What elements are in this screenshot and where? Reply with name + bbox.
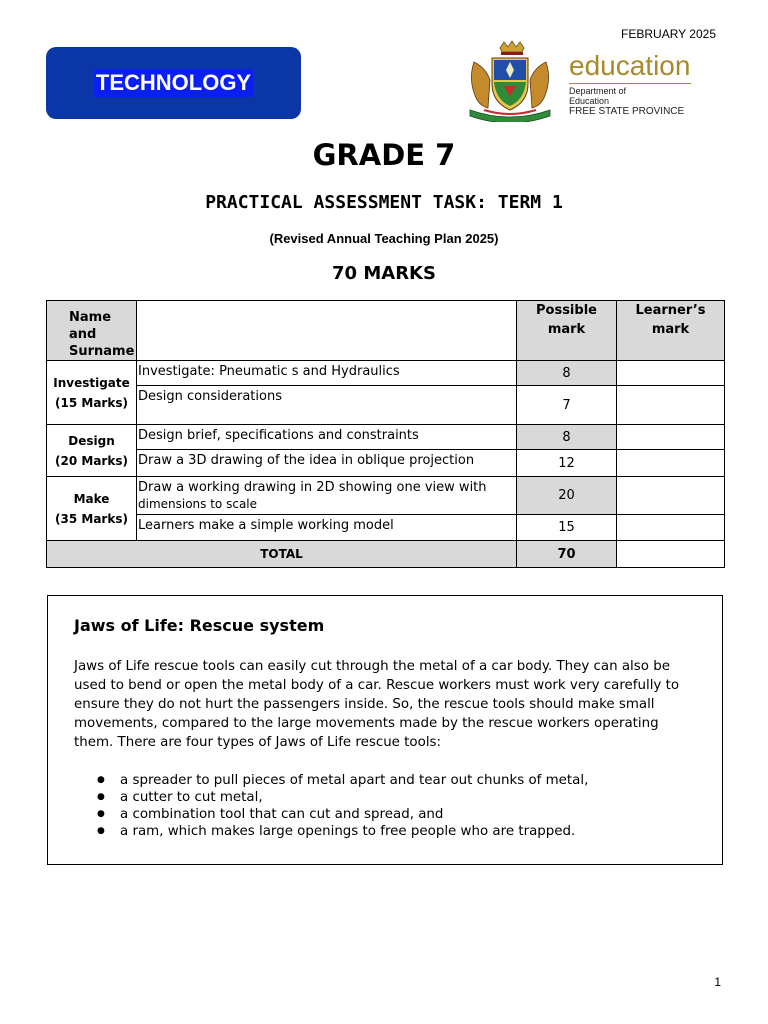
possible-mark-cell: 12	[517, 450, 617, 477]
learner-mark-cell[interactable]	[617, 386, 725, 425]
possible-mark-cell: 8	[517, 361, 617, 386]
table-row	[47, 361, 725, 386]
task-cell: Investigate: Pneumatic s and Hydraulics	[137, 361, 517, 386]
task-cell	[137, 477, 517, 515]
possible-mark-header-2: mark	[547, 322, 586, 337]
learner-mark-cell[interactable]	[617, 425, 725, 450]
section-marks: (15 Marks)	[55, 395, 128, 410]
subject-title: TECHNOLOGY	[95, 70, 252, 95]
table-header-row	[47, 301, 725, 361]
marks-table	[46, 300, 725, 568]
task-cell: Design brief, specifications and constraints	[137, 425, 517, 450]
department-province: FREE STATE PROVINCE	[569, 106, 685, 117]
possible-mark-cell: 15	[517, 515, 617, 541]
section-marks: (20 Marks)	[55, 453, 128, 468]
learner-mark-header-1: Learner’s	[635, 303, 706, 318]
list-item: ● a combination tool that can cut and spread, and	[120, 806, 696, 823]
learner-mark-header	[617, 301, 725, 361]
possible-mark-header	[517, 301, 617, 361]
document-date: FEBRUARY 2025	[621, 27, 716, 41]
total-row	[47, 541, 725, 568]
possible-mark-cell: 7	[517, 386, 617, 425]
scenario-box	[47, 595, 723, 865]
possible-mark-cell: 8	[517, 425, 617, 450]
possible-mark-header-1: Possible	[536, 303, 597, 318]
section-name: Make	[73, 491, 110, 506]
task-cell: Learners make a simple working model	[137, 515, 517, 541]
table-row	[47, 477, 725, 515]
table-row	[47, 386, 725, 425]
department-line-2: Education	[569, 96, 610, 106]
section-design	[47, 425, 137, 477]
name-label-1: Name	[69, 310, 112, 325]
logo-rule	[569, 83, 691, 84]
task-cell: Draw a 3D drawing of the idea in oblique projection	[137, 450, 517, 477]
list-item: ● a cutter to cut metal,	[120, 789, 696, 806]
table-row	[47, 450, 725, 477]
possible-mark-cell: 20	[517, 477, 617, 515]
list-item: ● a spreader to pull pieces of metal apart and tear out chunks of metal,	[120, 772, 696, 789]
department-logo	[569, 50, 691, 118]
learner-mark-cell[interactable]	[617, 361, 725, 386]
total-marks-title: 70 MARKS	[332, 263, 436, 284]
task-title: PRACTICAL ASSESSMENT TASK: TERM 1	[205, 192, 563, 213]
task-line-1: Draw a working drawing in 2D showing one view with	[138, 480, 487, 495]
learner-mark-cell[interactable]	[617, 477, 725, 515]
name-label-cell	[47, 301, 137, 361]
scenario-heading: Jaws of Life: Rescue system	[74, 616, 325, 635]
coat-of-arms-icon	[460, 40, 560, 122]
section-marks: (35 Marks)	[55, 511, 128, 526]
task-cell: Design considerations	[137, 386, 517, 425]
section-name: Design	[68, 433, 115, 448]
page-number: 1	[714, 975, 721, 989]
name-label-3: Surname	[69, 344, 135, 359]
revised-plan-note: (Revised Annual Teaching Plan 2025)	[269, 231, 499, 246]
learner-total-cell[interactable]	[617, 541, 725, 568]
total-value: 70	[517, 541, 617, 568]
grade-title: GRADE 7	[312, 138, 456, 172]
tool-list	[74, 772, 696, 840]
name-entry-cell[interactable]	[137, 301, 517, 361]
name-label-2: and	[69, 327, 97, 342]
subject-banner	[46, 47, 301, 119]
table-row	[47, 515, 725, 541]
list-item: ● a ram, which makes large openings to free people who are trapped.	[120, 823, 696, 840]
section-make	[47, 477, 137, 541]
learner-mark-header-2: mark	[651, 322, 690, 337]
department-line-1: Department of	[569, 86, 627, 96]
section-name: Investigate	[53, 375, 130, 390]
task-line-2: dimensions to scale	[138, 497, 258, 511]
department-name: education	[569, 50, 691, 81]
learner-mark-cell[interactable]	[617, 450, 725, 477]
scenario-paragraph: Jaws of Life rescue tools can easily cut through the metal of a car body. They can also be used to bend or open the metal body of a car. Rescue workers must work very carefully to ensure they do not hurt the passengers inside. So, the rescue tools should make small movements, compared to the large movements made by the rescue workers operating them. There are four types of Jaws of Life rescue tools:	[74, 659, 680, 750]
total-label: TOTAL	[47, 541, 517, 568]
table-row	[47, 425, 725, 450]
learner-mark-cell[interactable]	[617, 515, 725, 541]
section-investigate	[47, 361, 137, 425]
